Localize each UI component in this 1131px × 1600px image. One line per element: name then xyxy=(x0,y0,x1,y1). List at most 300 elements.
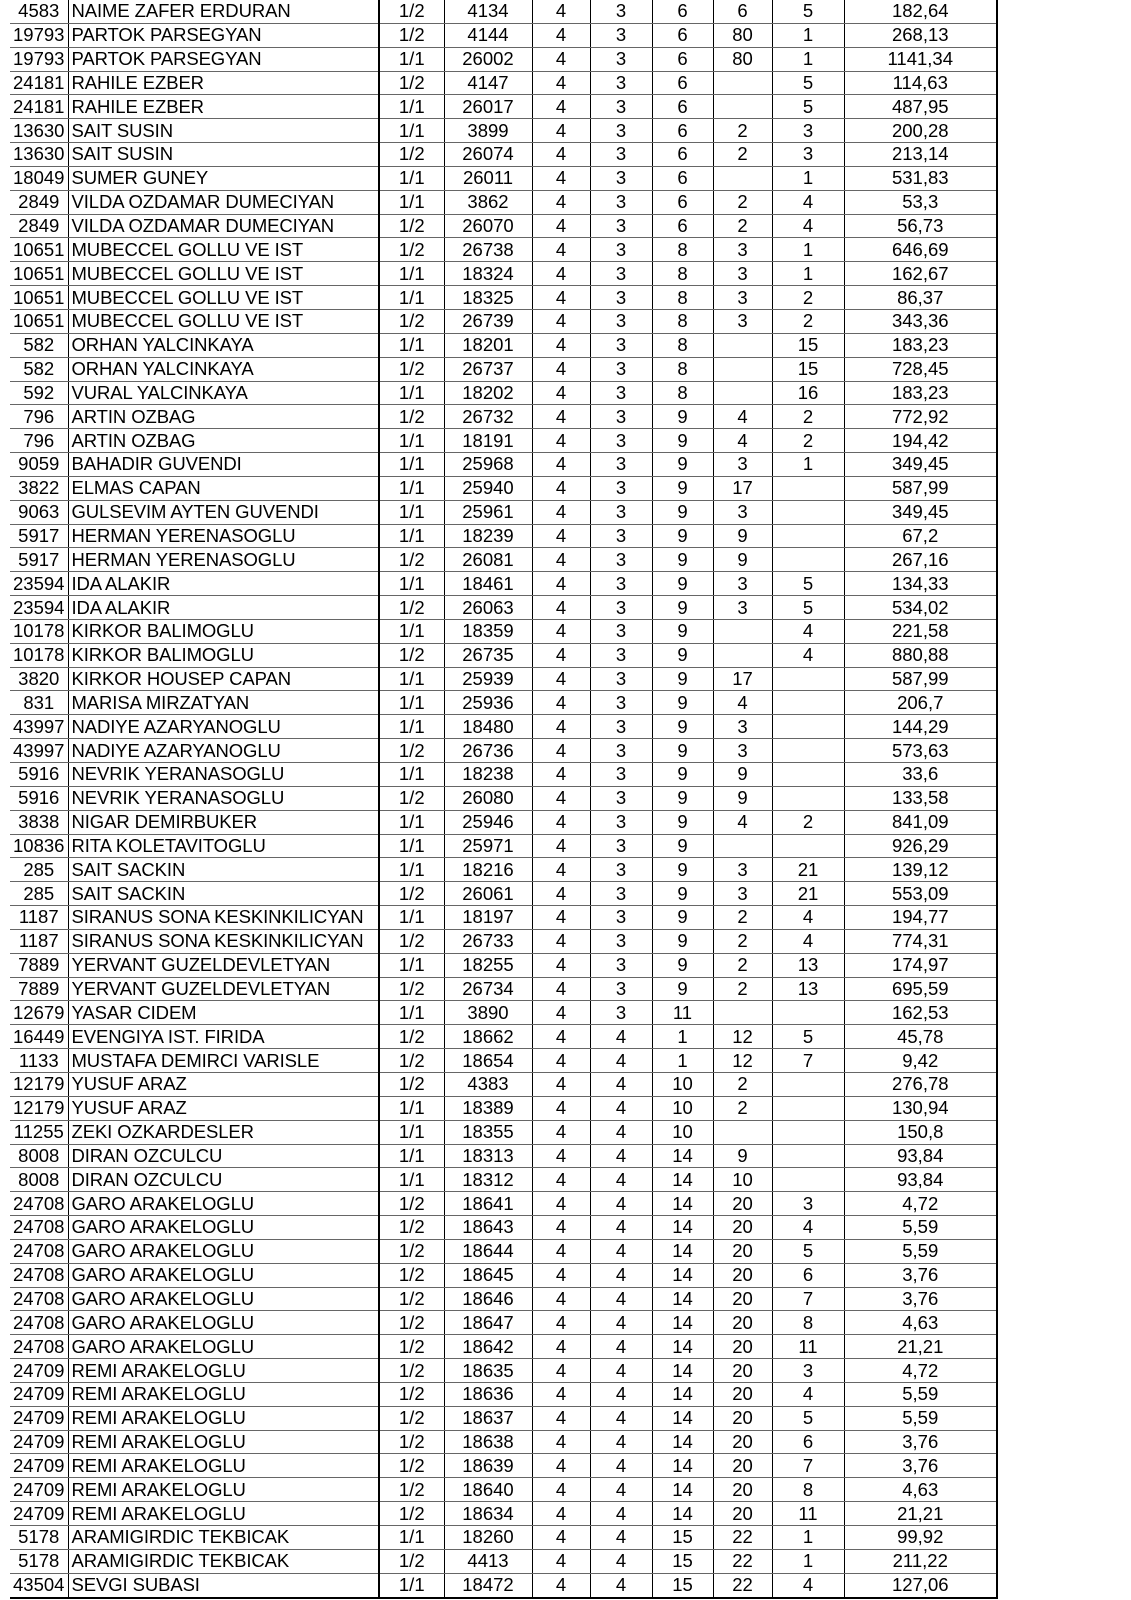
table-row xyxy=(10,119,997,143)
share-cell: 1/1 xyxy=(379,691,444,715)
lot-cell: 3 xyxy=(772,1192,844,1216)
pafta-cell: 4 xyxy=(590,1359,652,1383)
ada-cell: 4 xyxy=(532,906,590,930)
parcel-no-cell: 18634 xyxy=(444,1502,532,1526)
parcel-no-cell: 25939 xyxy=(444,667,532,691)
ada-cell: 4 xyxy=(532,1359,590,1383)
amount-cell: 5,59 xyxy=(844,1382,997,1406)
owner-name-cell: KIRKOR BALIMOGLU xyxy=(68,643,379,667)
share-cell: 1/2 xyxy=(379,643,444,667)
amount-cell: 67,2 xyxy=(844,524,997,548)
share-cell: 1/1 xyxy=(379,381,444,405)
block-cell: 14 xyxy=(652,1311,713,1335)
block-cell: 9 xyxy=(652,476,713,500)
sheet-cell: 20 xyxy=(713,1263,772,1287)
pafta-cell: 4 xyxy=(590,1406,652,1430)
share-cell: 1/2 xyxy=(379,1049,444,1073)
owner-name-cell: NEVRIK YERANASOGLU xyxy=(68,786,379,810)
owner-name-cell: REMI ARAKELOGLU xyxy=(68,1406,379,1430)
share-cell: 1/2 xyxy=(379,1311,444,1335)
lot-cell: 21 xyxy=(772,858,844,882)
owner-name-cell: DIRAN OZCULCU xyxy=(68,1168,379,1192)
ada-cell: 4 xyxy=(532,548,590,572)
amount-cell: 3,76 xyxy=(844,1263,997,1287)
lot-cell: 16 xyxy=(772,381,844,405)
lot-cell xyxy=(772,763,844,787)
owner-name-cell: REMI ARAKELOGLU xyxy=(68,1502,379,1526)
amount-cell: 926,29 xyxy=(844,834,997,858)
block-cell: 14 xyxy=(652,1502,713,1526)
table-row xyxy=(10,1359,997,1383)
owner-name-cell: KIRKOR HOUSEP CAPAN xyxy=(68,667,379,691)
sheet-cell: 20 xyxy=(713,1311,772,1335)
sheet-cell: 9 xyxy=(713,524,772,548)
lot-cell: 6 xyxy=(772,1430,844,1454)
record-id-cell: 43504 xyxy=(10,1573,68,1597)
amount-cell: 487,95 xyxy=(844,95,997,119)
lot-cell: 3 xyxy=(772,1359,844,1383)
record-id-cell: 12179 xyxy=(10,1072,68,1096)
record-id-cell: 10178 xyxy=(10,643,68,667)
amount-cell: 53,3 xyxy=(844,190,997,214)
block-cell: 1 xyxy=(652,1025,713,1049)
parcel-no-cell: 18638 xyxy=(444,1430,532,1454)
owner-name-cell: ZEKI OZKARDESLER xyxy=(68,1120,379,1144)
block-cell: 8 xyxy=(652,238,713,262)
ada-cell: 4 xyxy=(532,333,590,357)
sheet-cell: 3 xyxy=(713,882,772,906)
table-row xyxy=(10,1049,997,1073)
parcel-no-cell: 4413 xyxy=(444,1549,532,1573)
ada-cell: 4 xyxy=(532,190,590,214)
pafta-cell: 3 xyxy=(590,619,652,643)
lot-cell: 2 xyxy=(772,810,844,834)
pafta-cell: 3 xyxy=(590,739,652,763)
parcel-no-cell: 26063 xyxy=(444,596,532,620)
parcel-no-cell: 26070 xyxy=(444,214,532,238)
share-cell: 1/1 xyxy=(379,95,444,119)
table-row xyxy=(10,1072,997,1096)
ada-cell: 4 xyxy=(532,810,590,834)
amount-cell: 774,31 xyxy=(844,929,997,953)
share-cell: 1/2 xyxy=(379,238,444,262)
owner-name-cell: NADIYE AZARYANOGLU xyxy=(68,739,379,763)
owner-name-cell: RAHILE EZBER xyxy=(68,71,379,95)
amount-cell: 4,63 xyxy=(844,1311,997,1335)
block-cell: 1 xyxy=(652,1049,713,1073)
owner-name-cell: REMI ARAKELOGLU xyxy=(68,1359,379,1383)
share-cell: 1/1 xyxy=(379,47,444,71)
record-id-cell: 9059 xyxy=(10,453,68,477)
lot-cell xyxy=(772,667,844,691)
block-cell: 6 xyxy=(652,23,713,47)
pafta-cell: 3 xyxy=(590,858,652,882)
record-id-cell: 3838 xyxy=(10,810,68,834)
share-cell: 1/1 xyxy=(379,906,444,930)
lot-cell: 5 xyxy=(772,0,844,23)
block-cell: 9 xyxy=(652,643,713,667)
amount-cell: 343,36 xyxy=(844,309,997,333)
record-id-cell: 796 xyxy=(10,429,68,453)
record-id-cell: 10651 xyxy=(10,262,68,286)
table-row xyxy=(10,1239,997,1263)
table-row xyxy=(10,476,997,500)
table-row xyxy=(10,1096,997,1120)
sheet-cell: 2 xyxy=(713,190,772,214)
table-row xyxy=(10,1192,997,1216)
amount-cell: 21,21 xyxy=(844,1335,997,1359)
pafta-cell: 3 xyxy=(590,786,652,810)
ada-cell: 4 xyxy=(532,882,590,906)
table-row xyxy=(10,929,997,953)
sheet-cell: 12 xyxy=(713,1025,772,1049)
pafta-cell: 3 xyxy=(590,953,652,977)
amount-cell: 130,94 xyxy=(844,1096,997,1120)
table-row xyxy=(10,47,997,71)
owner-name-cell: YUSUF ARAZ xyxy=(68,1096,379,1120)
block-cell: 9 xyxy=(652,596,713,620)
share-cell: 1/1 xyxy=(379,1096,444,1120)
share-cell: 1/1 xyxy=(379,453,444,477)
lot-cell: 5 xyxy=(772,1406,844,1430)
pafta-cell: 3 xyxy=(590,333,652,357)
parcel-no-cell: 18324 xyxy=(444,262,532,286)
sheet-cell: 80 xyxy=(713,47,772,71)
share-cell: 1/2 xyxy=(379,596,444,620)
block-cell: 9 xyxy=(652,500,713,524)
table-row xyxy=(10,643,997,667)
amount-cell: 587,99 xyxy=(844,476,997,500)
parcel-no-cell: 18647 xyxy=(444,1311,532,1335)
table-row xyxy=(10,1216,997,1240)
table-row xyxy=(10,810,997,834)
share-cell: 1/1 xyxy=(379,834,444,858)
amount-cell: 183,23 xyxy=(844,333,997,357)
sheet-cell xyxy=(713,834,772,858)
owner-name-cell: VILDA OZDAMAR DUMECIYAN xyxy=(68,190,379,214)
ada-cell: 4 xyxy=(532,667,590,691)
block-cell: 9 xyxy=(652,906,713,930)
parcel-no-cell: 26734 xyxy=(444,977,532,1001)
ada-cell: 4 xyxy=(532,1526,590,1550)
table-row xyxy=(10,1001,997,1025)
ada-cell: 4 xyxy=(532,1382,590,1406)
owner-name-cell: NADIYE AZARYANOGLU xyxy=(68,715,379,739)
block-cell: 6 xyxy=(652,166,713,190)
sheet-cell: 20 xyxy=(713,1335,772,1359)
ada-cell: 4 xyxy=(532,1025,590,1049)
amount-cell: 183,23 xyxy=(844,381,997,405)
ada-cell: 4 xyxy=(532,953,590,977)
table-row xyxy=(10,1478,997,1502)
lot-cell: 13 xyxy=(772,977,844,1001)
lot-cell: 4 xyxy=(772,190,844,214)
pafta-cell: 4 xyxy=(590,1502,652,1526)
owner-name-cell: NEVRIK YERANASOGLU xyxy=(68,763,379,787)
amount-cell: 139,12 xyxy=(844,858,997,882)
sheet-cell: 3 xyxy=(713,262,772,286)
parcel-no-cell: 18645 xyxy=(444,1263,532,1287)
record-id-cell: 24708 xyxy=(10,1239,68,1263)
table-row xyxy=(10,143,997,167)
pafta-cell: 4 xyxy=(590,1025,652,1049)
pafta-cell: 3 xyxy=(590,143,652,167)
amount-cell: 587,99 xyxy=(844,667,997,691)
parcel-no-cell: 18472 xyxy=(444,1573,532,1597)
table-row xyxy=(10,572,997,596)
ada-cell: 4 xyxy=(532,405,590,429)
parcel-no-cell: 18201 xyxy=(444,333,532,357)
block-cell: 6 xyxy=(652,71,713,95)
ada-cell: 4 xyxy=(532,309,590,333)
pafta-cell: 4 xyxy=(590,1478,652,1502)
parcel-no-cell: 18389 xyxy=(444,1096,532,1120)
block-cell: 14 xyxy=(652,1478,713,1502)
owner-name-cell: ORHAN YALCINKAYA xyxy=(68,357,379,381)
pafta-cell: 3 xyxy=(590,453,652,477)
block-cell: 14 xyxy=(652,1335,713,1359)
share-cell: 1/2 xyxy=(379,1382,444,1406)
record-id-cell: 24181 xyxy=(10,71,68,95)
parcel-no-cell: 18197 xyxy=(444,906,532,930)
record-id-cell: 24709 xyxy=(10,1382,68,1406)
record-id-cell: 19793 xyxy=(10,47,68,71)
record-id-cell: 2849 xyxy=(10,214,68,238)
ada-cell: 4 xyxy=(532,1239,590,1263)
sheet-cell xyxy=(713,166,772,190)
share-cell: 1/1 xyxy=(379,572,444,596)
sheet-cell: 4 xyxy=(713,429,772,453)
lot-cell: 4 xyxy=(772,929,844,953)
sheet-cell: 2 xyxy=(713,929,772,953)
pafta-cell: 3 xyxy=(590,23,652,47)
share-cell: 1/2 xyxy=(379,1549,444,1573)
pafta-cell: 4 xyxy=(590,1287,652,1311)
pafta-cell: 4 xyxy=(590,1072,652,1096)
share-cell: 1/1 xyxy=(379,1144,444,1168)
amount-cell: 93,84 xyxy=(844,1168,997,1192)
parcel-no-cell: 3890 xyxy=(444,1001,532,1025)
lot-cell: 1 xyxy=(772,453,844,477)
pafta-cell: 3 xyxy=(590,95,652,119)
owner-name-cell: SEVGI SUBASI xyxy=(68,1573,379,1597)
record-id-cell: 3820 xyxy=(10,667,68,691)
share-cell: 1/1 xyxy=(379,1573,444,1597)
owner-name-cell: SAIT SACKIN xyxy=(68,882,379,906)
ada-cell: 4 xyxy=(532,1549,590,1573)
record-id-cell: 582 xyxy=(10,357,68,381)
block-cell: 9 xyxy=(652,882,713,906)
block-cell: 14 xyxy=(652,1359,713,1383)
owner-name-cell: ORHAN YALCINKAYA xyxy=(68,333,379,357)
lot-cell: 7 xyxy=(772,1287,844,1311)
share-cell: 1/2 xyxy=(379,1430,444,1454)
record-id-cell: 10651 xyxy=(10,309,68,333)
parcel-no-cell: 4147 xyxy=(444,71,532,95)
owner-name-cell: SAIT SACKIN xyxy=(68,858,379,882)
block-cell: 14 xyxy=(652,1287,713,1311)
share-cell: 1/2 xyxy=(379,143,444,167)
pafta-cell: 4 xyxy=(590,1096,652,1120)
amount-cell: 33,6 xyxy=(844,763,997,787)
ada-cell: 4 xyxy=(532,834,590,858)
parcel-no-cell: 18239 xyxy=(444,524,532,548)
share-cell: 1/2 xyxy=(379,405,444,429)
sheet-cell: 22 xyxy=(713,1573,772,1597)
sheet-cell: 2 xyxy=(713,906,772,930)
parcel-no-cell: 18480 xyxy=(444,715,532,739)
block-cell: 14 xyxy=(652,1263,713,1287)
share-cell: 1/1 xyxy=(379,476,444,500)
table-row xyxy=(10,1144,997,1168)
sheet-cell: 3 xyxy=(713,238,772,262)
block-cell: 6 xyxy=(652,214,713,238)
lot-cell xyxy=(772,1096,844,1120)
owner-name-cell: MUBECCEL GOLLU VE IST xyxy=(68,286,379,310)
block-cell: 9 xyxy=(652,524,713,548)
pafta-cell: 3 xyxy=(590,929,652,953)
share-cell: 1/1 xyxy=(379,810,444,834)
table-row xyxy=(10,882,997,906)
ada-cell: 4 xyxy=(532,1120,590,1144)
table-row xyxy=(10,95,997,119)
table-row xyxy=(10,1406,997,1430)
share-cell: 1/1 xyxy=(379,619,444,643)
lot-cell: 11 xyxy=(772,1502,844,1526)
lot-cell: 1 xyxy=(772,47,844,71)
owner-name-cell: DIRAN OZCULCU xyxy=(68,1144,379,1168)
record-id-cell: 24181 xyxy=(10,95,68,119)
pafta-cell: 4 xyxy=(590,1311,652,1335)
record-id-cell: 16449 xyxy=(10,1025,68,1049)
sheet-cell: 3 xyxy=(713,858,772,882)
record-id-cell: 796 xyxy=(10,405,68,429)
record-id-cell: 43997 xyxy=(10,715,68,739)
owner-name-cell: YERVANT GUZELDEVLETYAN xyxy=(68,953,379,977)
ada-cell: 4 xyxy=(532,1168,590,1192)
ada-cell: 4 xyxy=(532,1454,590,1478)
record-id-cell: 4583 xyxy=(10,0,68,23)
parcel-no-cell: 26739 xyxy=(444,309,532,333)
ada-cell: 4 xyxy=(532,71,590,95)
table-row xyxy=(10,1430,997,1454)
record-id-cell: 12179 xyxy=(10,1096,68,1120)
parcel-no-cell: 18238 xyxy=(444,763,532,787)
sheet-cell: 3 xyxy=(713,309,772,333)
table-row xyxy=(10,715,997,739)
lot-cell: 13 xyxy=(772,953,844,977)
amount-cell: 56,73 xyxy=(844,214,997,238)
lot-cell xyxy=(772,548,844,572)
ada-cell: 4 xyxy=(532,166,590,190)
parcel-no-cell: 18639 xyxy=(444,1454,532,1478)
block-cell: 14 xyxy=(652,1406,713,1430)
lot-cell xyxy=(772,739,844,763)
record-id-cell: 831 xyxy=(10,691,68,715)
sheet-cell: 2 xyxy=(713,953,772,977)
ada-cell: 4 xyxy=(532,1001,590,1025)
parcel-no-cell: 18637 xyxy=(444,1406,532,1430)
share-cell: 1/2 xyxy=(379,214,444,238)
amount-cell: 4,72 xyxy=(844,1192,997,1216)
sheet-cell: 2 xyxy=(713,143,772,167)
table-row xyxy=(10,906,997,930)
lot-cell xyxy=(772,1072,844,1096)
table-row xyxy=(10,1263,997,1287)
amount-cell: 880,88 xyxy=(844,643,997,667)
share-cell: 1/2 xyxy=(379,71,444,95)
sheet-cell: 20 xyxy=(713,1287,772,1311)
parcel-no-cell: 26737 xyxy=(444,357,532,381)
sheet-cell xyxy=(713,619,772,643)
owner-name-cell: GARO ARAKELOGLU xyxy=(68,1311,379,1335)
parcel-no-cell: 18359 xyxy=(444,619,532,643)
sheet-cell: 20 xyxy=(713,1216,772,1240)
amount-cell: 4,63 xyxy=(844,1478,997,1502)
owner-name-cell: BAHADIR GUVENDI xyxy=(68,453,379,477)
block-cell: 9 xyxy=(652,429,713,453)
parcel-no-cell: 26735 xyxy=(444,643,532,667)
parcel-no-cell: 18191 xyxy=(444,429,532,453)
block-cell: 9 xyxy=(652,810,713,834)
block-cell: 15 xyxy=(652,1526,713,1550)
lot-cell: 1 xyxy=(772,1549,844,1573)
amount-cell: 841,09 xyxy=(844,810,997,834)
owner-name-cell: REMI ARAKELOGLU xyxy=(68,1382,379,1406)
amount-cell: 99,92 xyxy=(844,1526,997,1550)
amount-cell: 206,7 xyxy=(844,691,997,715)
sheet-cell xyxy=(713,333,772,357)
parcel-no-cell: 26002 xyxy=(444,47,532,71)
record-id-cell: 5178 xyxy=(10,1549,68,1573)
lot-cell xyxy=(772,500,844,524)
table-row xyxy=(10,333,997,357)
record-id-cell: 18049 xyxy=(10,166,68,190)
parcel-no-cell: 4144 xyxy=(444,23,532,47)
parcel-no-cell: 25968 xyxy=(444,453,532,477)
lot-cell: 4 xyxy=(772,906,844,930)
block-cell: 9 xyxy=(652,763,713,787)
lot-cell: 5 xyxy=(772,95,844,119)
parcel-no-cell: 26080 xyxy=(444,786,532,810)
lot-cell: 1 xyxy=(772,262,844,286)
pafta-cell: 4 xyxy=(590,1382,652,1406)
lot-cell xyxy=(772,1120,844,1144)
sheet-cell: 3 xyxy=(713,453,772,477)
block-cell: 8 xyxy=(652,333,713,357)
lot-cell: 4 xyxy=(772,643,844,667)
parcel-no-cell: 26736 xyxy=(444,739,532,763)
lot-cell: 7 xyxy=(772,1049,844,1073)
block-cell: 9 xyxy=(652,691,713,715)
table-body xyxy=(10,0,997,1598)
owner-name-cell: GARO ARAKELOGLU xyxy=(68,1239,379,1263)
sheet-cell: 9 xyxy=(713,1144,772,1168)
share-cell: 1/1 xyxy=(379,1526,444,1550)
pafta-cell: 4 xyxy=(590,1192,652,1216)
pafta-cell: 3 xyxy=(590,429,652,453)
amount-cell: 531,83 xyxy=(844,166,997,190)
owner-name-cell: YUSUF ARAZ xyxy=(68,1072,379,1096)
lot-cell: 1 xyxy=(772,238,844,262)
share-cell: 1/2 xyxy=(379,1216,444,1240)
pafta-cell: 4 xyxy=(590,1263,652,1287)
lot-cell: 4 xyxy=(772,1216,844,1240)
parcel-no-cell: 26733 xyxy=(444,929,532,953)
ada-cell: 4 xyxy=(532,23,590,47)
share-cell: 1/2 xyxy=(379,1263,444,1287)
lot-cell: 4 xyxy=(772,1573,844,1597)
